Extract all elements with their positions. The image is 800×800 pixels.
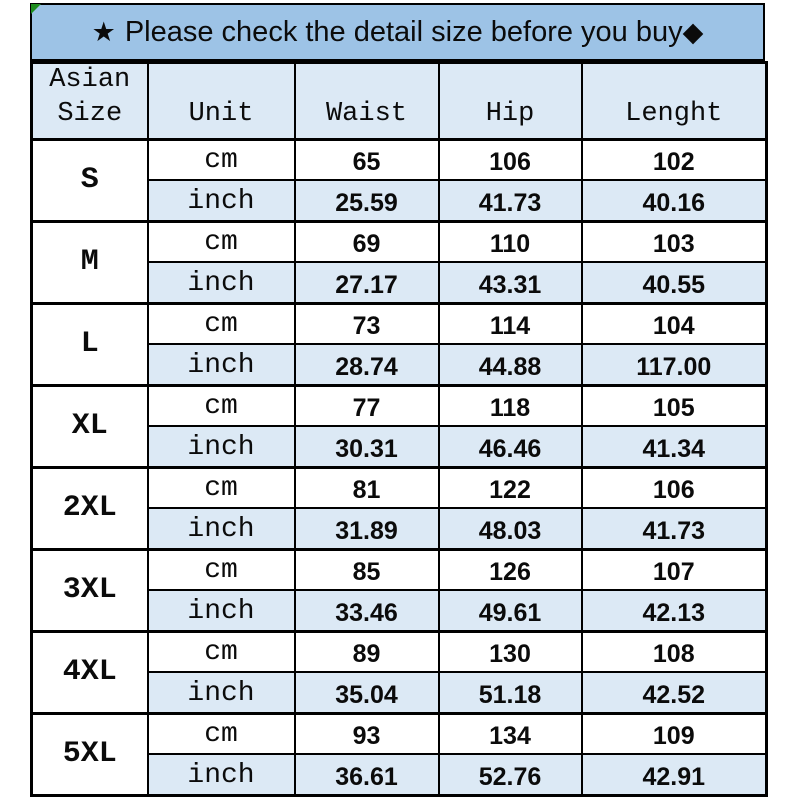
value-cell: 93	[295, 713, 439, 754]
value-cell: 73	[295, 303, 439, 344]
star-icon: ★	[91, 16, 116, 47]
unit-cell: cm	[148, 467, 295, 508]
size-label-l: L	[32, 303, 148, 385]
unit-cell: inch	[148, 344, 295, 385]
value-cell: 114	[439, 303, 582, 344]
value-cell: 40.55	[582, 262, 767, 303]
value-cell: 31.89	[295, 508, 439, 549]
size-label-3xl: 3XL	[32, 549, 148, 631]
value-cell: 134	[439, 713, 582, 754]
size-label-s: S	[32, 139, 148, 221]
table-row	[32, 139, 767, 180]
value-cell: 43.31	[439, 262, 582, 303]
value-cell: 77	[295, 385, 439, 426]
value-cell: 69	[295, 221, 439, 262]
value-cell: 42.52	[582, 672, 767, 713]
unit-cell: cm	[148, 221, 295, 262]
value-cell: 85	[295, 549, 439, 590]
col-header-lenght: Lenght	[582, 63, 767, 140]
size-label-m: M	[32, 221, 148, 303]
value-cell: 81	[295, 467, 439, 508]
corner-marker-icon	[31, 4, 41, 14]
value-cell: 36.61	[295, 754, 439, 795]
value-cell: 108	[582, 631, 767, 672]
unit-cell: cm	[148, 549, 295, 590]
value-cell: 48.03	[439, 508, 582, 549]
value-cell: 105	[582, 385, 767, 426]
unit-cell: cm	[148, 385, 295, 426]
unit-cell: cm	[148, 713, 295, 754]
value-cell: 118	[439, 385, 582, 426]
value-cell: 103	[582, 221, 767, 262]
table-row	[32, 385, 767, 426]
unit-cell: cm	[148, 631, 295, 672]
value-cell: 109	[582, 713, 767, 754]
table-row	[32, 467, 767, 508]
value-cell: 65	[295, 139, 439, 180]
table-row	[32, 221, 767, 262]
value-cell: 130	[439, 631, 582, 672]
value-cell: 25.59	[295, 180, 439, 221]
value-cell: 106	[439, 139, 582, 180]
diamond-icon: ◆	[682, 16, 704, 47]
value-cell: 107	[582, 549, 767, 590]
col-header-unit: Unit	[148, 63, 295, 140]
value-cell: 51.18	[439, 672, 582, 713]
value-cell: 89	[295, 631, 439, 672]
unit-cell: inch	[148, 508, 295, 549]
value-cell: 102	[582, 139, 767, 180]
size-label-2xl: 2XL	[32, 467, 148, 549]
value-cell: 41.73	[439, 180, 582, 221]
value-cell: 27.17	[295, 262, 439, 303]
value-cell: 35.04	[295, 672, 439, 713]
value-cell: 33.46	[295, 590, 439, 631]
size-label-4xl: 4XL	[32, 631, 148, 713]
unit-cell: cm	[148, 139, 295, 180]
unit-cell: inch	[148, 590, 295, 631]
unit-cell: inch	[148, 754, 295, 795]
col-header-hip: Hip	[439, 63, 582, 140]
table-header-row	[32, 63, 767, 140]
value-cell: 42.13	[582, 590, 767, 631]
value-cell: 30.31	[295, 426, 439, 467]
table-row	[32, 713, 767, 754]
value-cell: 41.73	[582, 508, 767, 549]
col-header-asian-size: Asian Size	[32, 63, 148, 140]
table-row	[32, 631, 767, 672]
value-cell: 104	[582, 303, 767, 344]
value-cell: 106	[582, 467, 767, 508]
value-cell: 117.00	[582, 344, 767, 385]
size-label-5xl: 5XL	[32, 713, 148, 795]
table-row	[32, 303, 767, 344]
unit-cell: cm	[148, 303, 295, 344]
size-label-xl: XL	[32, 385, 148, 467]
value-cell: 44.88	[439, 344, 582, 385]
col-header-waist: Waist	[295, 63, 439, 140]
banner	[30, 3, 765, 61]
value-cell: 41.34	[582, 426, 767, 467]
value-cell: 49.61	[439, 590, 582, 631]
table-row	[32, 549, 767, 590]
value-cell: 52.76	[439, 754, 582, 795]
value-cell: 122	[439, 467, 582, 508]
value-cell: 46.46	[439, 426, 582, 467]
value-cell: 126	[439, 549, 582, 590]
value-cell: 42.91	[582, 754, 767, 795]
value-cell: 110	[439, 221, 582, 262]
unit-cell: inch	[148, 672, 295, 713]
unit-cell: inch	[148, 180, 295, 221]
unit-cell: inch	[148, 426, 295, 467]
value-cell: 40.16	[582, 180, 767, 221]
unit-cell: inch	[148, 262, 295, 303]
size-table	[30, 61, 768, 797]
banner-text: Please check the detail size before you buy	[124, 15, 683, 48]
value-cell: 28.74	[295, 344, 439, 385]
